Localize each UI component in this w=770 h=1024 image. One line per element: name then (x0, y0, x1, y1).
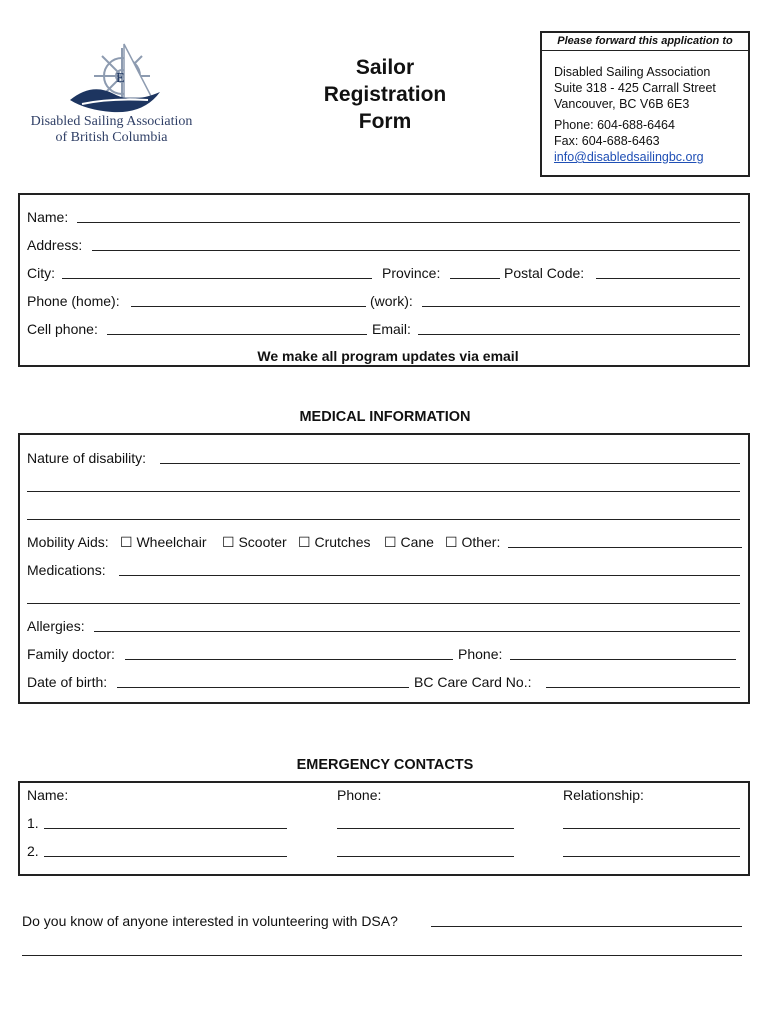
medical-heading: MEDICAL INFORMATION (299, 409, 471, 425)
name-label: Name: (27, 209, 69, 225)
medications-field[interactable] (119, 575, 740, 576)
province-field[interactable] (450, 278, 500, 279)
cell-phone-label: Cell phone: (27, 321, 98, 337)
date-of-birth-label: Date of birth: (27, 674, 108, 690)
checkbox-icon[interactable]: ☐ (120, 534, 133, 550)
checkbox-icon[interactable]: ☐ (222, 534, 235, 550)
other-aid-field[interactable] (508, 547, 742, 548)
volunteer-field-line2[interactable] (22, 955, 742, 956)
crutches-label: Crutches (314, 534, 371, 550)
allergies-label: Allergies: (27, 618, 85, 634)
phone-work-label: (work): (370, 293, 413, 309)
title-line3: Form (358, 110, 412, 133)
scooter-option[interactable] (222, 534, 287, 550)
emergency-heading: EMERGENCY CONTACTS (296, 757, 474, 773)
crutches-option[interactable] (298, 534, 370, 550)
contact-1-name-field[interactable] (44, 828, 287, 829)
contact-2-number: 2. (27, 843, 39, 859)
city-field[interactable] (62, 278, 372, 279)
contact-2-phone-field[interactable] (337, 856, 514, 857)
forward-org: Disabled Sailing Association (554, 65, 711, 79)
email-field[interactable] (418, 334, 740, 335)
checkbox-icon[interactable]: ☐ (445, 534, 458, 550)
other-label: Other: (461, 534, 501, 550)
care-card-label: BC Care Card No.: (414, 674, 532, 690)
phone-home-field[interactable] (131, 306, 366, 307)
cane-option[interactable] (384, 534, 434, 550)
postal-code-label: Postal Code: (504, 265, 585, 281)
checkbox-icon[interactable]: ☐ (384, 534, 397, 550)
ship-wheel-logo-icon (52, 40, 172, 120)
disability-field-line2[interactable] (27, 491, 740, 492)
emergency-relationship-header: Relationship: (563, 787, 644, 803)
phone-work-field[interactable] (422, 306, 740, 307)
postal-code-field[interactable] (596, 278, 740, 279)
province-label: Province: (382, 265, 441, 281)
scooter-label: Scooter (238, 534, 287, 550)
email-updates-note: We make all program updates via email (257, 348, 519, 364)
logo-line1: Disabled Sailing Association (30, 114, 193, 129)
city-label: City: (27, 265, 55, 281)
forward-city: Vancouver, BC V6B 6E3 (554, 97, 690, 111)
svg-text:E: E (116, 71, 125, 86)
mobility-aids-label: Mobility Aids: (27, 534, 109, 550)
title-line1: Sailor (355, 56, 415, 79)
volunteer-field[interactable] (431, 926, 742, 927)
contact-2-name-field[interactable] (44, 856, 287, 857)
doctor-phone-label: Phone: (458, 646, 503, 662)
forward-fax: Fax: 604-688-6463 (554, 134, 660, 148)
forward-header: Please forward this application to (557, 35, 733, 47)
association-logo (24, 40, 199, 150)
medical-info-box (18, 433, 750, 704)
date-of-birth-field[interactable] (117, 687, 409, 688)
contact-1-relationship-field[interactable] (563, 828, 740, 829)
forward-email-link[interactable]: info@disabledsailingbc.org (554, 150, 704, 164)
emergency-phone-header: Phone: (337, 787, 382, 803)
forward-address-box (540, 31, 750, 177)
contact-1-number: 1. (27, 815, 39, 831)
wheelchair-label: Wheelchair (136, 534, 207, 550)
doctor-phone-field[interactable] (510, 659, 736, 660)
address-label: Address: (27, 237, 83, 253)
disability-field-line3[interactable] (27, 519, 740, 520)
medications-field-line2[interactable] (27, 603, 740, 604)
care-card-field[interactable] (546, 687, 740, 688)
email-label: Email: (372, 321, 411, 337)
title-line2: Registration (323, 83, 447, 106)
checkbox-icon[interactable]: ☐ (298, 534, 311, 550)
name-field[interactable] (77, 222, 740, 223)
allergies-field[interactable] (94, 631, 740, 632)
address-field[interactable] (92, 250, 740, 251)
wheelchair-option[interactable] (120, 534, 206, 550)
family-doctor-label: Family doctor: (27, 646, 115, 662)
contact-2-relationship-field[interactable] (563, 856, 740, 857)
medications-label: Medications: (27, 562, 106, 578)
phone-home-label: Phone (home): (27, 293, 120, 309)
contact-1-phone-field[interactable] (337, 828, 514, 829)
family-doctor-field[interactable] (125, 659, 453, 660)
form-title (290, 54, 480, 135)
volunteer-question: Do you know of anyone interested in volunteering with DSA? (22, 913, 398, 929)
logo-line2: of British Columbia (55, 130, 168, 145)
cane-label: Cane (400, 534, 434, 550)
other-option[interactable] (445, 534, 500, 550)
cell-phone-field[interactable] (107, 334, 367, 335)
emergency-name-header: Name: (27, 787, 69, 803)
disability-label: Nature of disability: (27, 450, 147, 466)
forward-phone: Phone: 604-688-6464 (554, 118, 675, 132)
forward-street: Suite 318 - 425 Carrall Street (554, 81, 716, 95)
disability-field[interactable] (160, 463, 740, 464)
